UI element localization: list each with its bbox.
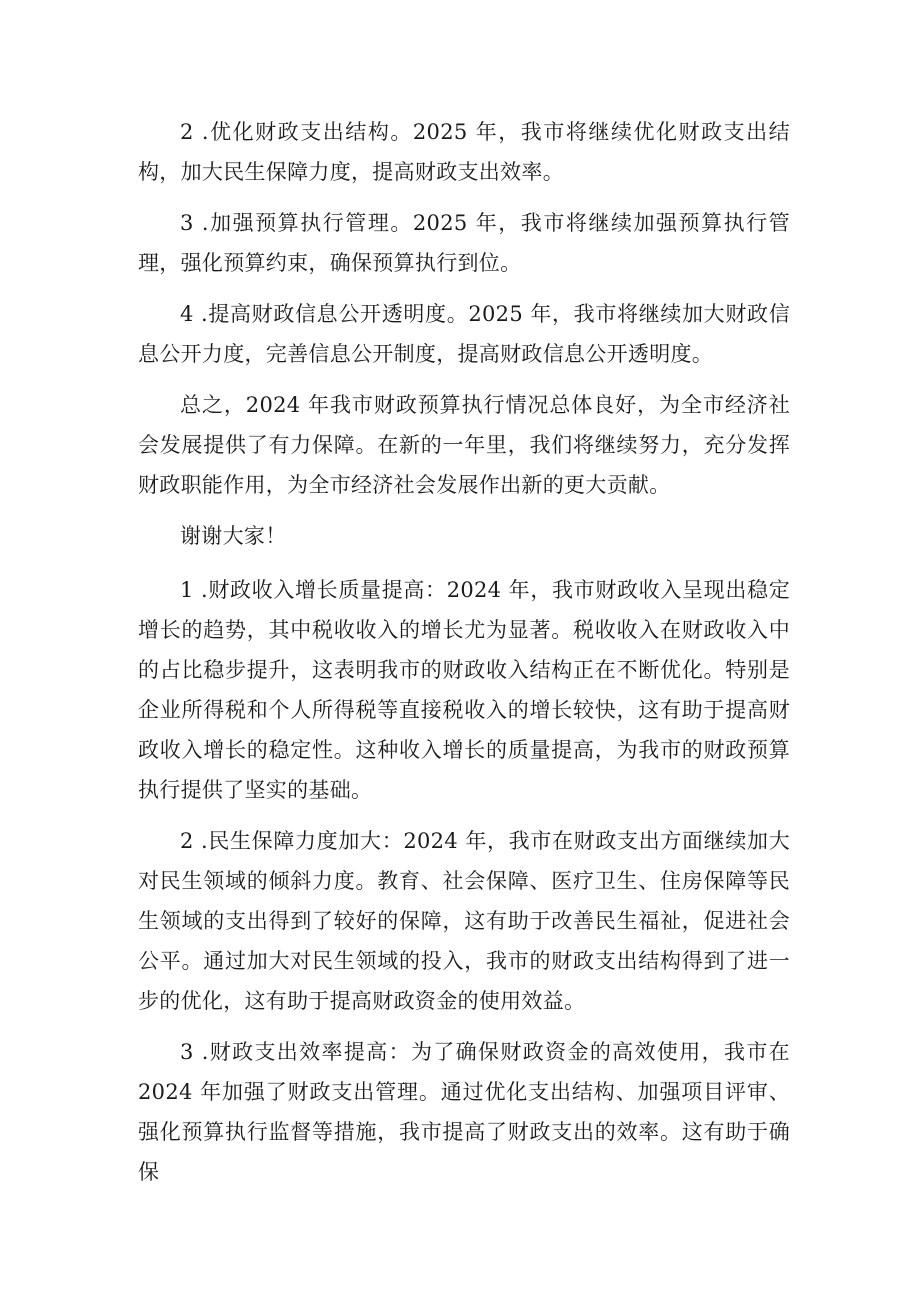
paragraph-summary: 总之，2024 年我市财政预算执行情况总体良好，为全市经济社会发展提供了有力保障。在新的一年里，我们将继续努力，充分发挥财政职能作用，为全市经济社会发展作出新的更大贡献。: [138, 393, 790, 497]
document-body: [138, 112, 790, 1203]
paragraph-thanks: 谢谢大家！: [180, 524, 287, 548]
paragraph-optimize-expenditure: 2 .优化财政支出结构。2025 年，我市将继续优化财政支出结构，加大民生保障力度，提高财政支出效率。: [138, 120, 790, 184]
paragraph-budget-execution: 3 .加强预算执行管理。2025 年，我市将继续加强预算执行管理，强化预算约束，确保预算执行到位。: [138, 211, 790, 275]
paragraph-livelihood: 2 .民生保障力度加大：2024 年，我市在财政支出方面继续加大对民生领域的倾斜力度。教育、社会保障、医疗卫生、住房保障等民生领域的支出得到了较好的保障，这有助于改善民生福祉，促进社会公平。通过加大对民生领域的投入，我市的财政支出结构得到了进一步的优化，这有助于提高财政资金的使用效益。: [138, 829, 790, 1013]
paragraph-transparency: 4 .提高财政信息公开透明度。2025 年，我市将继续加大财政信息公开力度，完善信息公开制度，提高财政信息公开透明度。: [138, 302, 790, 366]
paragraph-revenue-quality: 1 .财政收入增长质量提高：2024 年，我市财政收入呈现出稳定增长的趋势，其中税收收入的增长尤为显著。税收收入在财政收入中的占比稳步提升，这表明我市的财政收入结构正在不断优化。特别是企业所得税和个人所得税等直接税收入的增长较快，这有助于提高财政收入增长的稳定性。这种收入增长的质量提高，为我市的财政预算执行提供了坚实的基础。: [138, 578, 790, 802]
paragraph-efficiency: 3 .财政支出效率提高：为了确保财政资金的高效使用，我市在2024 年加强了财政支出管理。通过优化支出结构、加强项目评审、强化预算执行监督等措施，我市提高了财政支出的效率。这有助于确保: [138, 1040, 790, 1184]
